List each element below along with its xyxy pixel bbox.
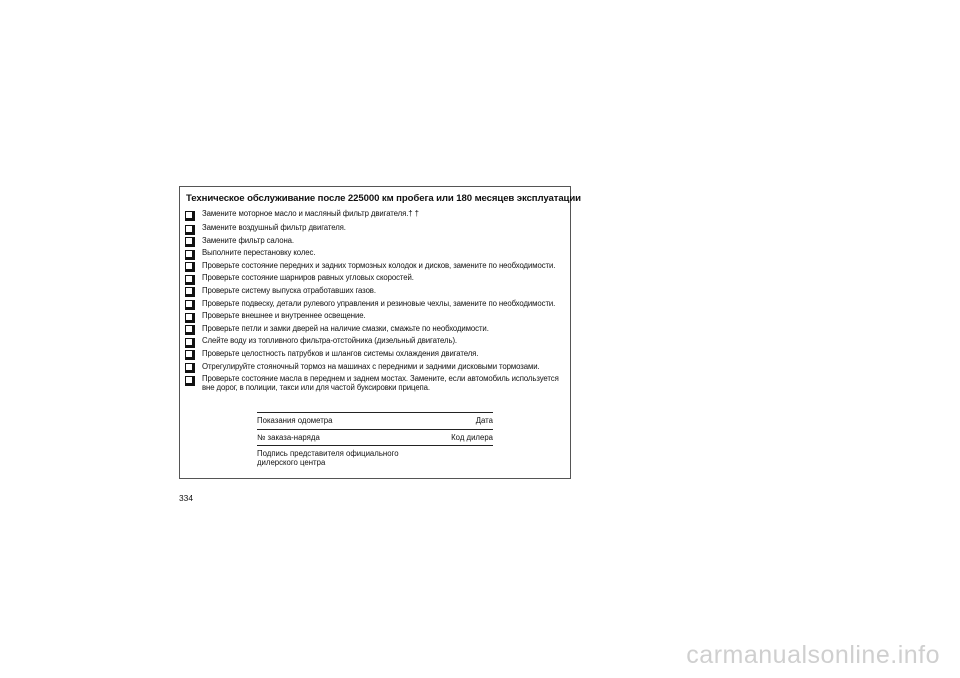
maintenance-checklist-box bbox=[179, 186, 581, 479]
checklist-item: Проверьте целостность патрубков и шлангов системы охлаждения двигателя. bbox=[185, 350, 567, 363]
checklist-item: Проверьте состояние передних и задних тормозных колодок и дисков, замените по необходимости. bbox=[185, 262, 567, 275]
checkbox[interactable] bbox=[185, 262, 195, 272]
checkbox[interactable] bbox=[185, 225, 195, 235]
page-number: 334 bbox=[179, 493, 193, 503]
representative-signature-row bbox=[257, 445, 493, 467]
checkbox[interactable] bbox=[185, 350, 195, 360]
checklist-item: Проверьте состояние масла в переднем и заднем мостах. Замените, если автомобиль используется вне дорог, в полиции, такси или для частой буксировки прицепа. bbox=[185, 375, 567, 392]
odometer-signature-row bbox=[257, 412, 493, 425]
checklist-item: Проверьте петли и замки дверей на наличие смазки, смажьте по необходимости. bbox=[185, 325, 567, 338]
checkbox[interactable] bbox=[185, 313, 195, 323]
checklist-item: Замените моторное масло и масляный фильтр двигателя.† † bbox=[185, 210, 567, 224]
checkbox[interactable] bbox=[185, 275, 195, 285]
representative-label-line2: дилерского центра bbox=[257, 458, 326, 467]
signature-line bbox=[257, 445, 493, 446]
checkbox[interactable] bbox=[185, 376, 195, 386]
representative-label-line1: Подпись представителя официального bbox=[257, 449, 399, 458]
checkbox[interactable] bbox=[185, 363, 195, 373]
checklist-item: Проверьте состояние шарниров равных угловых скоростей. bbox=[185, 274, 567, 287]
checkbox[interactable] bbox=[185, 338, 195, 348]
checklist-item: Отрегулируйте стояночный тормоз на машинах с передними и задними дисковыми тормозами. bbox=[185, 363, 567, 376]
watermark: carmanualsonline.info bbox=[686, 641, 940, 669]
checklist-item: Слейте воду из топливного фильтра-отстойника (дизельный двигатель). bbox=[185, 337, 567, 350]
checklist-item: Проверьте подвеску, детали рулевого управления и резиновые чехлы, замените по необходимости. bbox=[185, 300, 567, 313]
checklist-title: Техническое обслуживание после 225000 км пробега или 180 месяцев эксплуатации bbox=[186, 193, 581, 204]
checklist-item: Проверьте внешнее и внутреннее освещение. bbox=[185, 312, 567, 325]
checkbox[interactable] bbox=[185, 287, 195, 297]
checklist-items bbox=[185, 210, 567, 392]
checklist-item: Замените фильтр салона. bbox=[185, 237, 567, 250]
checklist-item: Выполните перестановку колес. bbox=[185, 249, 567, 262]
checklist-item: Замените воздушный фильтр двигателя. bbox=[185, 224, 567, 237]
checkbox[interactable] bbox=[185, 325, 195, 335]
checklist-item: Проверьте систему выпуска отработавших газов. bbox=[185, 287, 567, 300]
checkbox[interactable] bbox=[185, 237, 195, 247]
odometer-label: Показания одометра bbox=[257, 416, 333, 425]
checkbox[interactable] bbox=[185, 250, 195, 260]
dealer-code-label: Код дилера bbox=[451, 433, 493, 442]
signature-line bbox=[257, 412, 493, 413]
checkbox[interactable] bbox=[185, 300, 195, 310]
order-number-label: № заказа-наряда bbox=[257, 433, 320, 442]
checkbox[interactable] bbox=[185, 211, 195, 221]
order-signature-row bbox=[257, 429, 493, 442]
date-label: Дата bbox=[475, 416, 493, 425]
signature-line bbox=[257, 429, 493, 430]
